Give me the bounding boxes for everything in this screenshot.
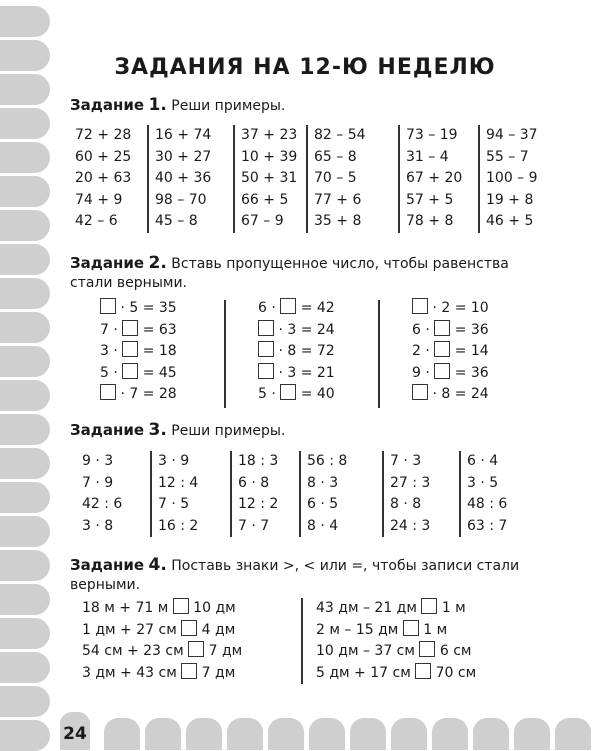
example: 9 · 3 bbox=[82, 453, 114, 469]
task3-heading bbox=[70, 421, 285, 441]
example: 70 – 5 bbox=[314, 170, 357, 186]
example-column bbox=[299, 451, 382, 537]
example: 77 + 6 bbox=[314, 191, 362, 208]
side-tab bbox=[0, 550, 50, 581]
task-number: 1. bbox=[148, 95, 167, 115]
bottom-tab bbox=[432, 718, 468, 750]
page-number: 24 bbox=[63, 724, 87, 744]
equation-right: · 3 = 24 bbox=[274, 321, 335, 338]
example-column bbox=[75, 125, 147, 233]
example: 78 + 8 bbox=[406, 213, 454, 229]
comparison-right: 7 дм bbox=[197, 664, 236, 681]
bottom-tab bbox=[309, 718, 345, 750]
example: 16 : 2 bbox=[158, 517, 199, 534]
side-tab bbox=[0, 142, 50, 173]
example-column bbox=[398, 125, 478, 233]
sign-box[interactable] bbox=[415, 663, 431, 679]
equation-right: = 63 bbox=[138, 321, 177, 338]
comparison-right: 10 дм bbox=[188, 600, 236, 616]
equation-right: = 18 bbox=[138, 343, 177, 360]
comparison-right: 7 дм bbox=[204, 643, 243, 660]
side-tab bbox=[0, 618, 50, 649]
example: 12 : 2 bbox=[238, 496, 279, 512]
side-tab bbox=[0, 516, 50, 547]
equation-right: · 3 = 21 bbox=[274, 364, 335, 381]
comparison-left: 18 м + 71 м bbox=[82, 600, 173, 616]
example-column bbox=[382, 451, 459, 537]
example: 56 : 8 bbox=[307, 453, 348, 469]
side-tab bbox=[0, 482, 50, 513]
example-column bbox=[82, 451, 150, 537]
task1-grid bbox=[75, 125, 560, 233]
sign-box[interactable] bbox=[181, 620, 197, 636]
example: 50 + 31 bbox=[241, 170, 298, 186]
bottom-tab bbox=[350, 718, 386, 750]
bottom-tab bbox=[473, 718, 509, 750]
example: 100 – 9 bbox=[486, 170, 538, 186]
side-tab bbox=[0, 278, 50, 309]
example: 46 + 5 bbox=[486, 213, 534, 229]
sign-box[interactable] bbox=[188, 641, 204, 657]
answer-box[interactable] bbox=[122, 320, 138, 336]
example: 94 – 37 bbox=[486, 127, 538, 143]
equation bbox=[258, 298, 335, 320]
example: 45 – 8 bbox=[155, 213, 198, 229]
answer-box[interactable] bbox=[412, 298, 428, 314]
example-column bbox=[147, 125, 233, 233]
equation-right: = 42 bbox=[296, 300, 335, 316]
equation bbox=[412, 320, 489, 342]
answer-box[interactable] bbox=[434, 320, 450, 336]
bottom-tab bbox=[555, 718, 591, 750]
example: 67 + 20 bbox=[406, 170, 463, 186]
example: 20 + 63 bbox=[75, 170, 132, 186]
example: 7 · 3 bbox=[390, 453, 422, 469]
example: 3 · 9 bbox=[158, 453, 190, 469]
example: 67 – 9 bbox=[241, 213, 284, 229]
side-tab bbox=[0, 448, 50, 479]
example: 66 + 5 bbox=[241, 191, 289, 208]
bottom-tab bbox=[145, 718, 181, 750]
answer-box[interactable] bbox=[412, 384, 428, 400]
answer-box[interactable] bbox=[122, 341, 138, 357]
example: 30 + 27 bbox=[155, 148, 212, 165]
example: 19 + 8 bbox=[486, 191, 534, 208]
example: 16 + 74 bbox=[155, 127, 212, 143]
equation bbox=[412, 384, 489, 406]
side-tab bbox=[0, 6, 50, 37]
example: 24 : 3 bbox=[390, 517, 431, 534]
example: 3 · 5 bbox=[467, 474, 499, 491]
comparison-right: 4 дм bbox=[197, 621, 236, 638]
task-label: Задание bbox=[70, 254, 145, 272]
example: 7 · 5 bbox=[158, 496, 190, 512]
comparison-left: 2 м – 15 дм bbox=[316, 621, 403, 638]
equation bbox=[258, 363, 335, 385]
example: 8 · 8 bbox=[390, 496, 422, 512]
answer-box[interactable] bbox=[100, 298, 116, 314]
example: 98 – 70 bbox=[155, 191, 207, 208]
task2-heading bbox=[70, 254, 540, 293]
divider bbox=[378, 300, 380, 408]
equation-right: · 8 = 72 bbox=[274, 343, 335, 360]
example: 57 + 5 bbox=[406, 191, 454, 208]
example: 63 : 7 bbox=[467, 517, 508, 534]
example-column bbox=[150, 451, 230, 537]
side-tab bbox=[0, 210, 50, 241]
task-text: Реши примеры. bbox=[171, 423, 286, 439]
equation-right: · 8 = 24 bbox=[428, 386, 489, 403]
equation bbox=[100, 341, 177, 363]
comparison-left: 43 дм – 21 дм bbox=[316, 600, 422, 616]
example: 6 · 5 bbox=[307, 496, 339, 512]
task4-heading bbox=[70, 556, 540, 595]
bottom-tab bbox=[268, 718, 304, 750]
example: 74 + 9 bbox=[75, 191, 123, 208]
sign-box[interactable] bbox=[421, 598, 437, 614]
comparison-left: 5 дм + 17 см bbox=[316, 664, 416, 681]
divider bbox=[224, 300, 226, 408]
equation bbox=[258, 384, 335, 406]
side-tab bbox=[0, 176, 50, 207]
equation-right: · 2 = 10 bbox=[428, 300, 489, 316]
example: 10 + 39 bbox=[241, 148, 298, 165]
example: 8 · 3 bbox=[307, 474, 339, 491]
example: 6 · 4 bbox=[467, 453, 499, 469]
side-tab bbox=[0, 312, 50, 343]
page-title: ЗАДАНИЯ НА 12-Ю НЕДЕЛЮ bbox=[114, 55, 496, 80]
example: 35 + 8 bbox=[314, 213, 362, 229]
task3-grid bbox=[82, 451, 539, 537]
side-tab bbox=[0, 40, 50, 71]
equation-left: 6 · bbox=[412, 321, 435, 338]
task-text: Вставь пропущенное число, чтобы равенства стали верными. bbox=[70, 256, 509, 291]
comparison-left: 54 см + 23 см bbox=[82, 643, 189, 660]
equation-column bbox=[100, 298, 177, 406]
comparison-column bbox=[82, 598, 242, 684]
example: 48 : 6 bbox=[467, 496, 508, 512]
equation-left: 7 · bbox=[100, 321, 123, 338]
example-column bbox=[459, 451, 539, 537]
bottom-tab bbox=[104, 718, 140, 750]
comparison bbox=[82, 598, 242, 620]
comparison-left: 3 дм + 43 см bbox=[82, 664, 182, 681]
example: 7 · 9 bbox=[82, 474, 114, 491]
side-tab bbox=[0, 414, 50, 445]
answer-box[interactable] bbox=[100, 384, 116, 400]
example: 27 : 3 bbox=[390, 474, 431, 491]
sign-box[interactable] bbox=[403, 620, 419, 636]
example: 6 · 8 bbox=[238, 474, 270, 491]
example-column bbox=[478, 125, 560, 233]
side-tab bbox=[0, 652, 50, 683]
bottom-tab bbox=[514, 718, 550, 750]
task-number: 2. bbox=[148, 253, 167, 273]
equation bbox=[100, 384, 177, 406]
example: 18 : 3 bbox=[238, 453, 279, 469]
example: 42 : 6 bbox=[82, 496, 123, 512]
divider bbox=[301, 598, 303, 684]
sign-box[interactable] bbox=[173, 598, 189, 614]
example: 31 – 4 bbox=[406, 148, 449, 165]
task1-heading bbox=[70, 96, 285, 116]
equation bbox=[100, 363, 177, 385]
equation-right: · 5 = 35 bbox=[116, 300, 177, 316]
comparison-left: 1 дм + 27 см bbox=[82, 621, 182, 638]
equation-left: 5 · bbox=[258, 386, 281, 403]
equation-left: 5 · bbox=[100, 364, 123, 381]
sign-box[interactable] bbox=[181, 663, 197, 679]
side-tab bbox=[0, 380, 50, 411]
example: 7 · 7 bbox=[238, 517, 270, 534]
side-tab bbox=[0, 74, 50, 105]
equation-right: = 40 bbox=[296, 386, 335, 403]
answer-box[interactable] bbox=[122, 363, 138, 379]
comparison bbox=[316, 620, 476, 642]
example: 8 · 4 bbox=[307, 517, 339, 534]
equation-right: = 36 bbox=[450, 364, 489, 381]
equation bbox=[412, 298, 489, 320]
task-number: 4. bbox=[148, 555, 167, 575]
comparison bbox=[82, 663, 242, 685]
side-tab bbox=[0, 244, 50, 275]
example: 37 + 23 bbox=[241, 127, 298, 143]
example: 73 – 19 bbox=[406, 127, 458, 143]
example: 65 – 8 bbox=[314, 148, 357, 165]
comparison-right: 70 см bbox=[431, 664, 477, 681]
task-label: Задание bbox=[70, 96, 145, 114]
equation-right: = 36 bbox=[450, 321, 489, 338]
answer-box[interactable] bbox=[434, 363, 450, 379]
sign-box[interactable] bbox=[419, 641, 435, 657]
comparison-right: 1 м bbox=[437, 600, 466, 616]
example: 12 : 4 bbox=[158, 474, 199, 491]
equation bbox=[258, 341, 335, 363]
comparison-right: 1 м bbox=[418, 621, 448, 638]
bottom-tab bbox=[391, 718, 427, 750]
equation bbox=[100, 320, 177, 342]
example-column bbox=[230, 451, 299, 537]
bottom-tab bbox=[227, 718, 263, 750]
comparison bbox=[316, 641, 476, 663]
answer-box[interactable] bbox=[280, 298, 296, 314]
example: 82 – 54 bbox=[314, 127, 366, 143]
comparison bbox=[316, 663, 476, 685]
answer-box[interactable] bbox=[258, 320, 274, 336]
example: 72 + 28 bbox=[75, 127, 132, 143]
example: 55 – 7 bbox=[486, 148, 529, 165]
example-column bbox=[306, 125, 398, 233]
equation-right: · 7 = 28 bbox=[116, 386, 177, 403]
example: 40 + 36 bbox=[155, 170, 212, 186]
side-tab bbox=[0, 584, 50, 615]
equation bbox=[100, 298, 177, 320]
task-number: 3. bbox=[148, 420, 167, 440]
example: 60 + 25 bbox=[75, 148, 132, 165]
example: 3 · 8 bbox=[82, 517, 114, 534]
side-tab bbox=[0, 686, 50, 717]
comparison-left: 10 дм – 37 см bbox=[316, 643, 420, 660]
comparison bbox=[316, 598, 476, 620]
task-text: Поставь знаки >, < или =, чтобы записи стали верными. bbox=[70, 558, 520, 593]
equation bbox=[258, 320, 335, 342]
comparison-right: 6 см bbox=[435, 643, 472, 660]
equation bbox=[412, 363, 489, 385]
comparison bbox=[82, 620, 242, 642]
answer-box[interactable] bbox=[258, 341, 274, 357]
equation-left: 3 · bbox=[100, 343, 123, 360]
equation-left: 2 · bbox=[412, 343, 435, 360]
example-column bbox=[233, 125, 306, 233]
comparison-column bbox=[316, 598, 476, 684]
side-tab bbox=[0, 346, 50, 377]
answer-box[interactable] bbox=[258, 363, 274, 379]
answer-box[interactable] bbox=[280, 384, 296, 400]
task-label: Задание bbox=[70, 421, 145, 439]
equation-left: 6 · bbox=[258, 300, 281, 316]
task-text: Реши примеры. bbox=[171, 98, 286, 114]
side-tab bbox=[0, 720, 50, 751]
example: 42 – 6 bbox=[75, 213, 118, 229]
equation-column bbox=[412, 298, 489, 406]
equation-right: = 14 bbox=[450, 343, 489, 360]
equation-left: 9 · bbox=[412, 364, 435, 381]
equation bbox=[412, 341, 489, 363]
bottom-tab bbox=[186, 718, 222, 750]
comparison bbox=[82, 641, 242, 663]
equation-column bbox=[258, 298, 335, 406]
answer-box[interactable] bbox=[434, 341, 450, 357]
side-tab bbox=[0, 108, 50, 139]
equation-right: = 45 bbox=[138, 364, 177, 381]
task-label: Задание bbox=[70, 556, 145, 574]
